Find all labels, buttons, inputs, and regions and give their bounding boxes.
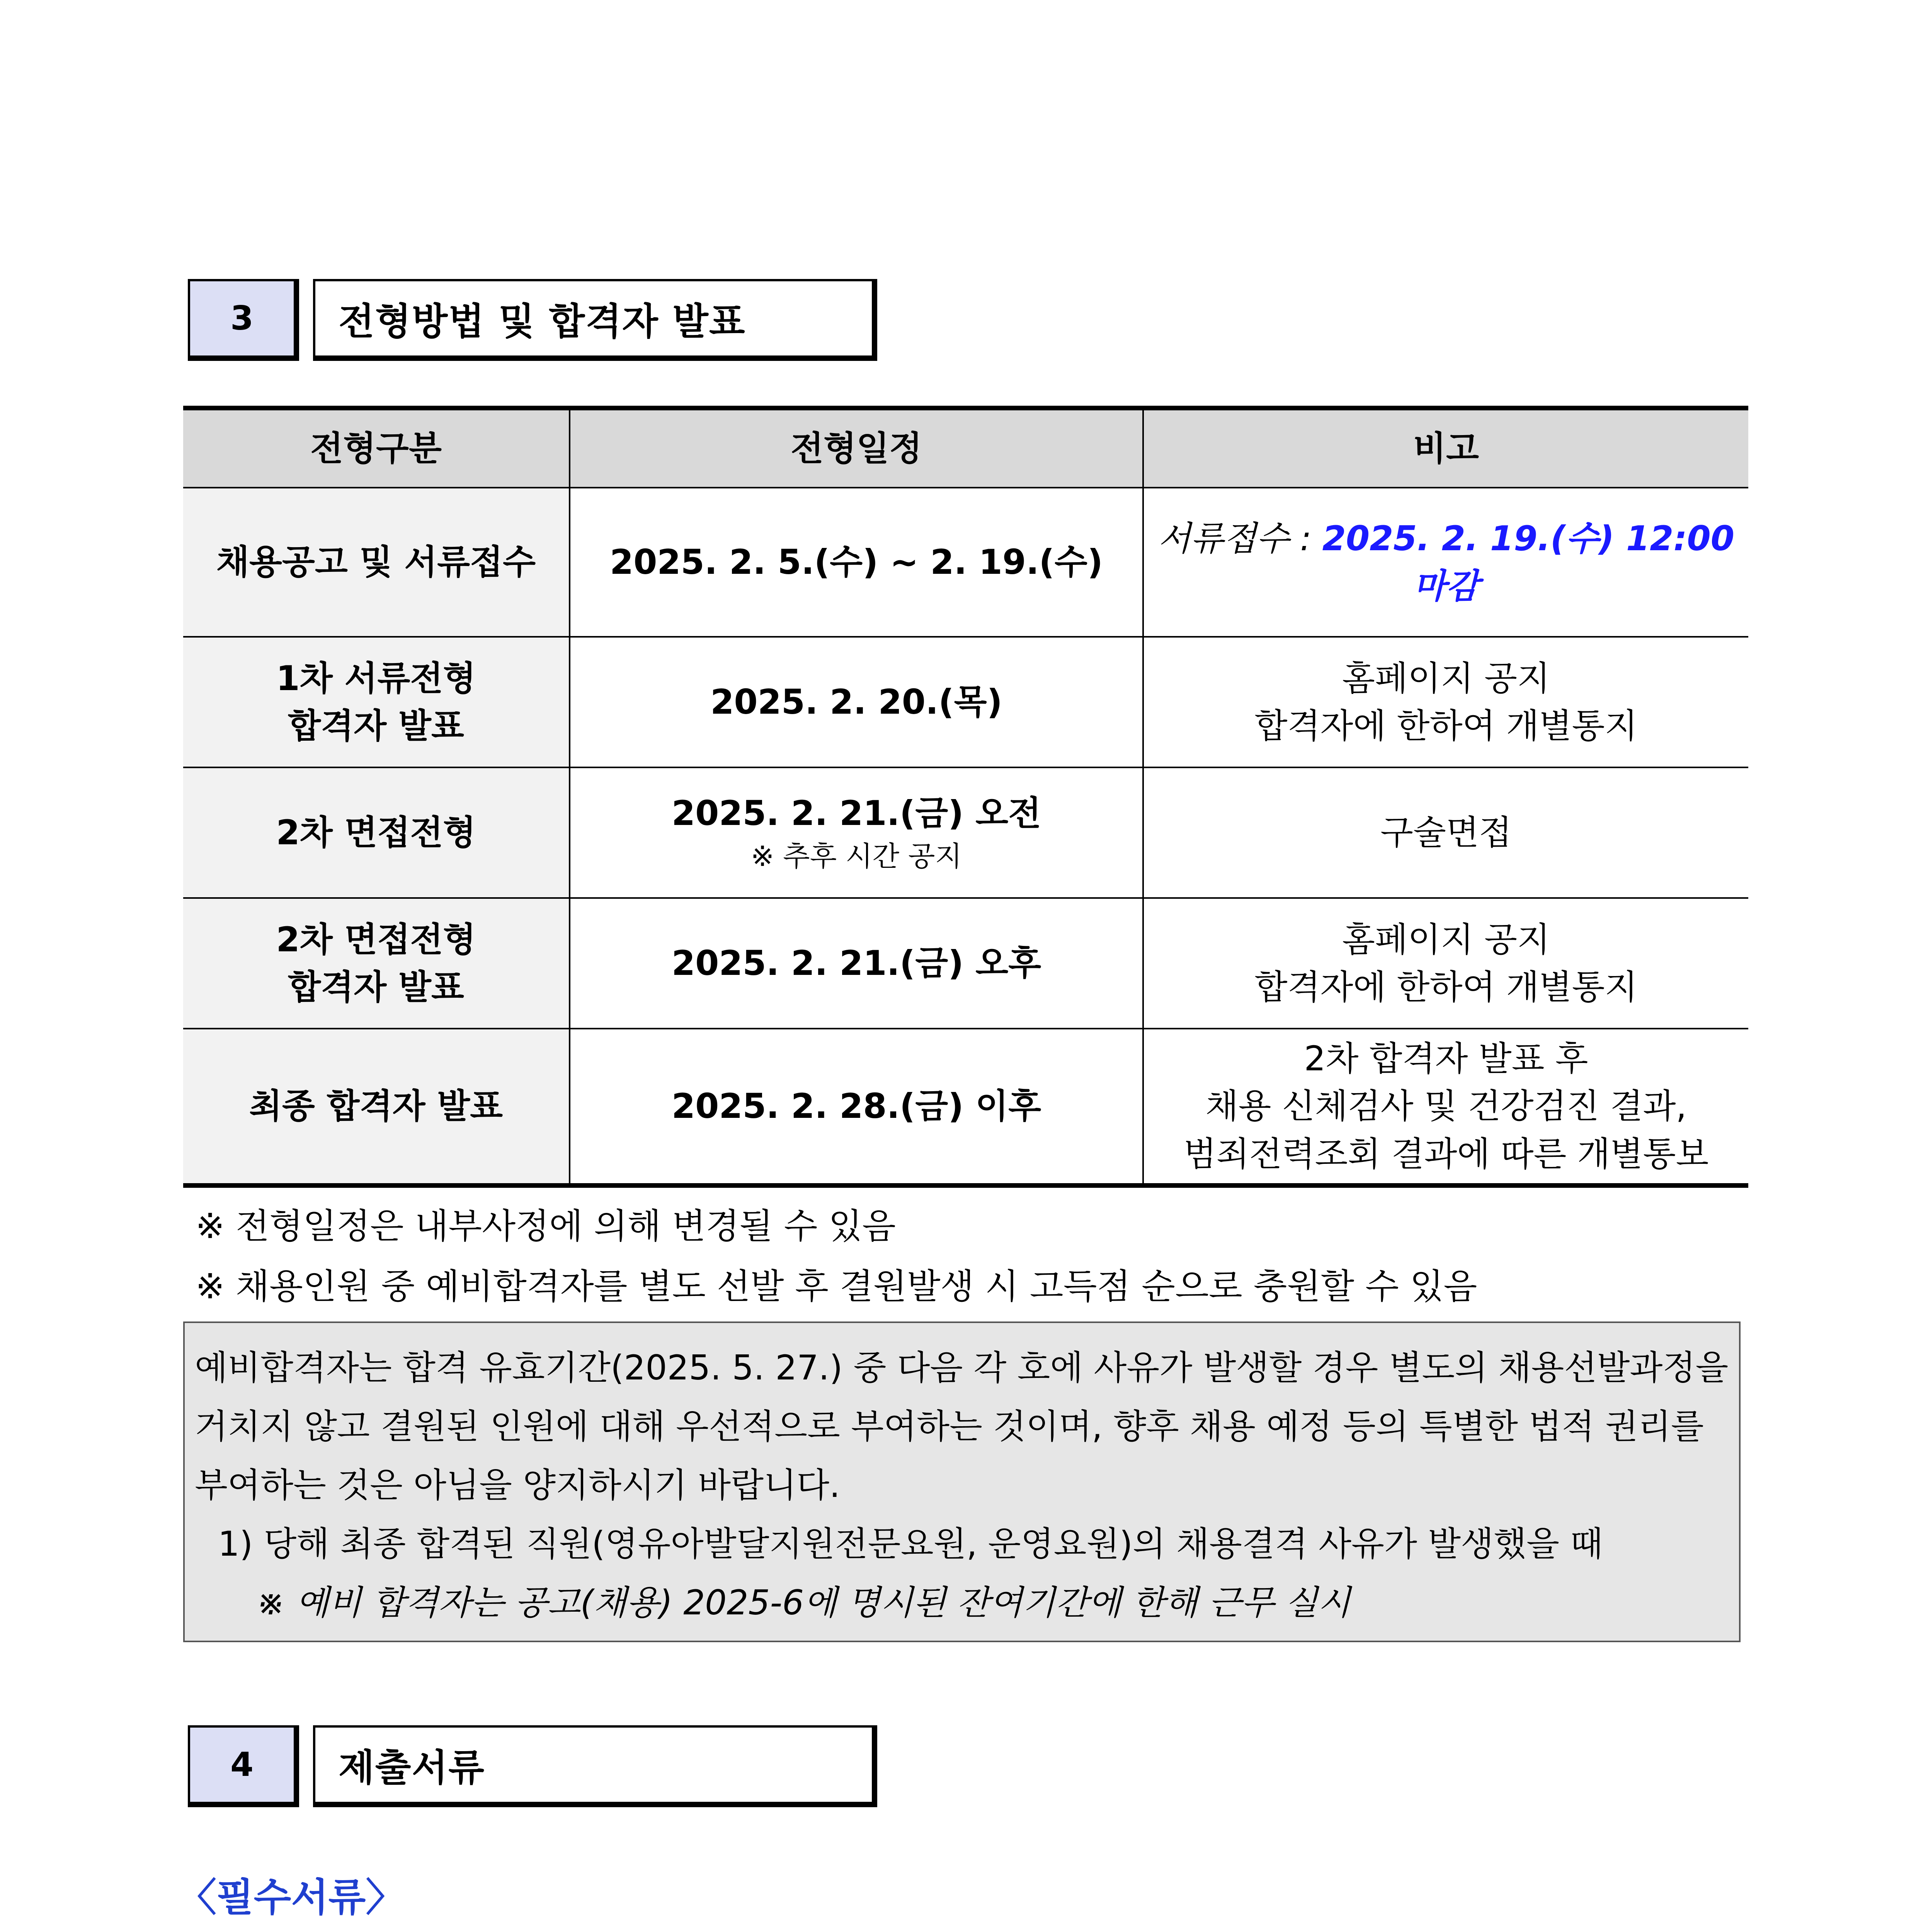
date-cell: 2025. 2. 5.(수) ~ 2. 19.(수) (570, 488, 1143, 637)
stage-line: 합격자 발표 (288, 967, 464, 1007)
notice-line: 부여하는 것은 아님을 양지하시기 바랍니다. (195, 1465, 841, 1505)
schedule-note: ※ 전형일정은 내부사정에 의해 변경될 수 있음 (196, 1206, 896, 1247)
note-cell (1143, 488, 1748, 637)
header-note: 비고 (1143, 408, 1748, 488)
section-title: 전형방법 및 합격자 발표 (313, 279, 877, 361)
note-line: 합격자에 한하여 개별통지 (1254, 706, 1638, 746)
stage-cell: 채용공고 및 서류접수 (183, 488, 570, 637)
stage-cell: 2차 면접전형 (183, 767, 570, 898)
note-cell (1143, 898, 1748, 1029)
section-number: 3 (188, 279, 299, 361)
note-line: 범죄전력조회 결과에 따른 개별통보 (1183, 1134, 1709, 1174)
note-cell (1143, 637, 1748, 767)
note-prefix: 서류접수 : (1157, 518, 1322, 558)
schedule-note: ※ 채용인원 중 예비합격자를 별도 선발 후 결원발생 시 고득점 순으로 충원할 수 있음 (196, 1266, 1477, 1307)
date-cell: 2025. 2. 21.(금) 오후 (570, 898, 1143, 1029)
note-cell: 구술면접 (1143, 767, 1748, 898)
section-number: 4 (188, 1725, 299, 1807)
section-title: 제출서류 (313, 1725, 877, 1807)
header-date: 전형일정 (570, 408, 1143, 488)
date-cell (570, 767, 1143, 898)
section-3-header (188, 279, 877, 361)
reserve-notice-box (183, 1321, 1741, 1642)
table-header-row (183, 408, 1748, 488)
note-line: 2차 합격자 발표 후 (1304, 1039, 1588, 1079)
deadline-text: 2025. 2. 19.(수) 12:00 마감 (1322, 518, 1734, 606)
header-stage: 전형구분 (183, 408, 570, 488)
stage-line: 1차 서류전형 (276, 658, 476, 698)
notice-line: 1) 당해 최종 합격된 직원(영유아발달지원전문요원, 운영요원)의 채용결격 사유가 발생했을 때 (218, 1524, 1603, 1564)
stage-cell (183, 637, 570, 767)
date-line: 2025. 2. 21.(금) 오전 (671, 793, 1041, 833)
notice-line: 예비합격자는 합격 유효기간(2025. 5. 27.) 중 다음 각 호에 사유가 발생할 경우 별도의 채용선발과정을 (195, 1348, 1729, 1388)
stage-line: 2차 면접전형 (276, 919, 476, 959)
schedule-table (183, 406, 1748, 1188)
table-row (183, 898, 1748, 1029)
table-row (183, 767, 1748, 898)
note-cell (1143, 1029, 1748, 1185)
required-docs-title: 〈필수서류〉 (178, 1875, 405, 1920)
date-subnote: ※ 추후 시간 공지 (750, 840, 962, 873)
stage-line: 합격자 발표 (288, 706, 464, 746)
stage-cell: 최종 합격자 발표 (183, 1029, 570, 1185)
note-line: 홈페이지 공지 (1342, 919, 1550, 959)
date-cell: 2025. 2. 20.(목) (570, 637, 1143, 767)
table-row (183, 637, 1748, 767)
notice-line: ※ 예비 합격자는 공고(채용) 2025-6에 명시된 잔여기간에 한해 근무 실시 (257, 1583, 1351, 1622)
table-row (183, 1029, 1748, 1185)
note-line: 합격자에 한하여 개별통지 (1254, 967, 1638, 1007)
stage-cell (183, 898, 570, 1029)
notice-line: 거치지 않고 결원된 인원에 대해 우선적으로 부여하는 것이며, 향후 채용 예정 등의 특별한 법적 권리를 (195, 1406, 1704, 1446)
table-row (183, 488, 1748, 637)
note-line: 채용 신체검사 및 건강검진 결과, (1205, 1086, 1687, 1126)
date-cell: 2025. 2. 28.(금) 이후 (570, 1029, 1143, 1185)
note-line: 홈페이지 공지 (1342, 658, 1550, 698)
section-4-header (188, 1725, 877, 1807)
